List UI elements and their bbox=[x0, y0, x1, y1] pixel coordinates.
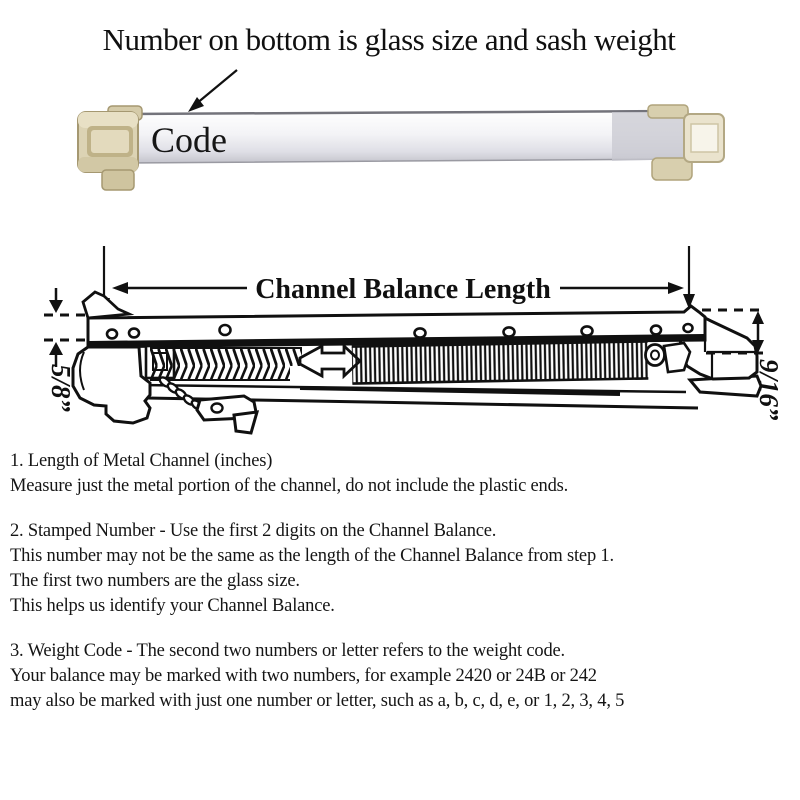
spring-end-clip bbox=[646, 343, 691, 372]
step-3-line: may also be marked with just one number or letter, such as a, b, c, d, e, or 1, 2, 3, 4, 5 bbox=[10, 691, 625, 711]
step-1-heading: 1. Length of Metal Channel (inches) bbox=[10, 451, 273, 471]
spring-loose-section bbox=[150, 348, 302, 380]
page-title: Number on bottom is glass size and sash weight bbox=[102, 22, 676, 57]
step-3 bbox=[10, 639, 792, 714]
step-2 bbox=[10, 519, 792, 619]
step-2-heading: 2. Stamped Number - Use the first 2 digits on the Channel Balance. bbox=[10, 521, 497, 541]
step-2-line: This number may not be the same as the length of the Channel Balance from step 1. bbox=[10, 546, 614, 566]
left-dimension-label: 5/8” bbox=[46, 364, 76, 413]
bar-right-shading bbox=[612, 112, 688, 161]
spring-tight-section bbox=[352, 341, 649, 383]
rail-left-peak bbox=[83, 292, 129, 318]
left-end-cap bbox=[78, 106, 142, 190]
channel-balance-photo bbox=[0, 62, 800, 197]
pointer-arrow bbox=[188, 70, 237, 112]
spring-connector bbox=[300, 346, 360, 376]
step-1 bbox=[10, 449, 792, 499]
code-label: Code bbox=[151, 120, 227, 160]
length-dimension bbox=[98, 246, 695, 313]
left-end-cap-drawing bbox=[73, 347, 150, 423]
channel-balance-diagram bbox=[0, 240, 800, 450]
step-2-line: The first two numbers are the glass size. bbox=[10, 571, 300, 591]
hook-bracket bbox=[197, 396, 257, 433]
length-label: Channel Balance Length bbox=[255, 274, 551, 305]
instructions bbox=[10, 449, 792, 734]
step-2-line: This helps us identify your Channel Balance. bbox=[10, 596, 335, 616]
step-3-line: Your balance may be marked with two numbers, for example 2420 or 24B or 242 bbox=[10, 666, 597, 686]
step-3-heading: 3. Weight Code - The second two numbers or letter refers to the weight code. bbox=[10, 641, 565, 661]
step-1-line: Measure just the metal portion of the channel, do not include the plastic ends. bbox=[10, 476, 569, 496]
right-dimension-label: 9/16” bbox=[754, 359, 784, 421]
